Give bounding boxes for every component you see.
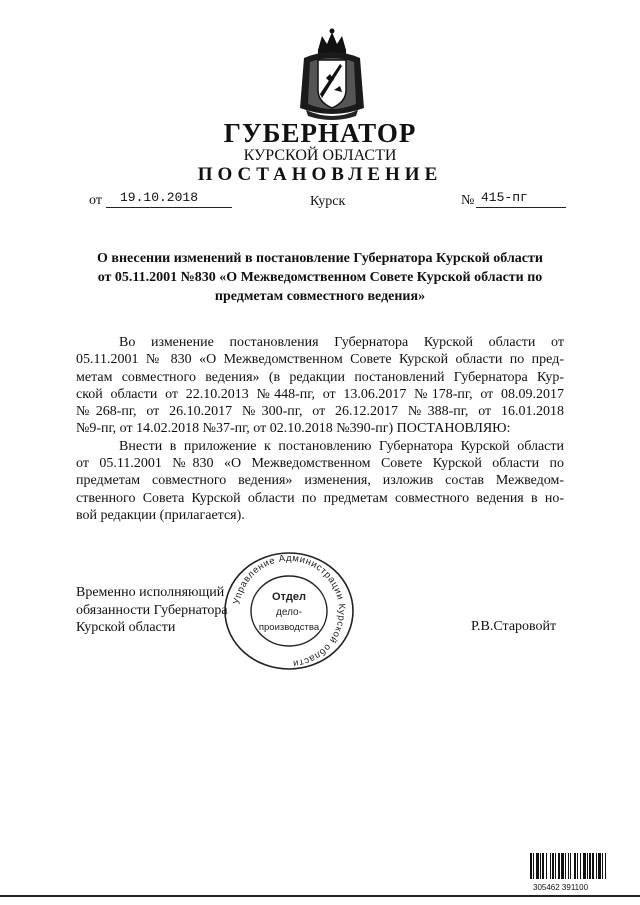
stamp-center-line: Отдел <box>272 591 306 603</box>
signatory-position-line: обязанности Губернатора <box>76 602 228 618</box>
body-line: предметам совместного ведения» изменения, изложив состав Межведом- <box>76 473 564 489</box>
body-line: Во изменение постановления Губернатора Курской области от <box>119 335 564 350</box>
barcode-number: 305462 391100 <box>533 883 589 892</box>
date-underline <box>106 207 232 208</box>
date-prefix: от <box>89 193 102 208</box>
body-line: №9-пг, от 14.02.2018 №37-пг, от 02.10.2018 №390-пг) ПОСТАНОВЛЯЮ: <box>76 421 511 437</box>
signatory-position-line: Курской области <box>76 620 176 635</box>
body-line: №268-пг, от 26.10.2017 №300-пг, от 26.12.2017 №388-пг, от 16.01.2018 <box>76 404 564 420</box>
heading-line: от 05.11.2001 №830 «О Межведомственном Совете Курской области по <box>97 270 543 285</box>
signatory-position <box>76 584 228 637</box>
body-line: от 05.11.2001 №830 «О Межведомственном Совете Курской области по <box>76 456 564 472</box>
body-line: метам совместного ведения» (в редакции постановлений Губернатора Кур- <box>76 369 564 385</box>
stamp-ring-text: Управление Администрации Курской области <box>231 552 348 669</box>
heading-line: О внесении изменений в постановление Губернатора Курской области <box>97 251 543 266</box>
body-line: ской области от 22.10.2013 №448-пг, от 13.06.2017 №178-пг, от 08.09.2017 <box>76 386 564 402</box>
issuer-region: КУРСКОЙ ОБЛАСТИ <box>243 147 397 164</box>
document-city: Курск <box>310 194 346 209</box>
barcode <box>530 853 616 885</box>
document-body <box>76 334 564 524</box>
body-line: ственного Совета Курской области по предметам совместного ведения в но- <box>76 490 564 506</box>
stamp-center-line: дело- <box>276 607 302 618</box>
signatory-position-line: Временно исполняющий <box>76 585 225 600</box>
signatory-name: Р.В.Старовойт <box>471 619 557 634</box>
number-prefix: № <box>461 193 475 208</box>
body-line: Внести в приложение к постановлению Губернатора Курской области <box>119 438 564 454</box>
document-date: 19.10.2018 <box>120 190 199 205</box>
number-underline <box>476 207 566 208</box>
stamp-center-line: производства <box>258 622 320 633</box>
document-number: 415-пг <box>481 190 528 205</box>
body-line: вой редакции (прилагается). <box>76 507 245 523</box>
office-stamp <box>222 550 356 672</box>
body-line: 05.11.2001 № 830 «О Межведомственном Совете Курской области по пред- <box>76 352 564 368</box>
heading-line: предметам совместного ведения» <box>214 289 426 304</box>
document-type: ПОСТАНОВЛЕНИЕ <box>197 164 443 185</box>
coat-of-arms-emblem <box>296 28 368 120</box>
document-heading <box>76 249 564 306</box>
issuer-title: ГУБЕРНАТОР <box>223 118 417 148</box>
page-bottom-rule <box>0 895 640 897</box>
